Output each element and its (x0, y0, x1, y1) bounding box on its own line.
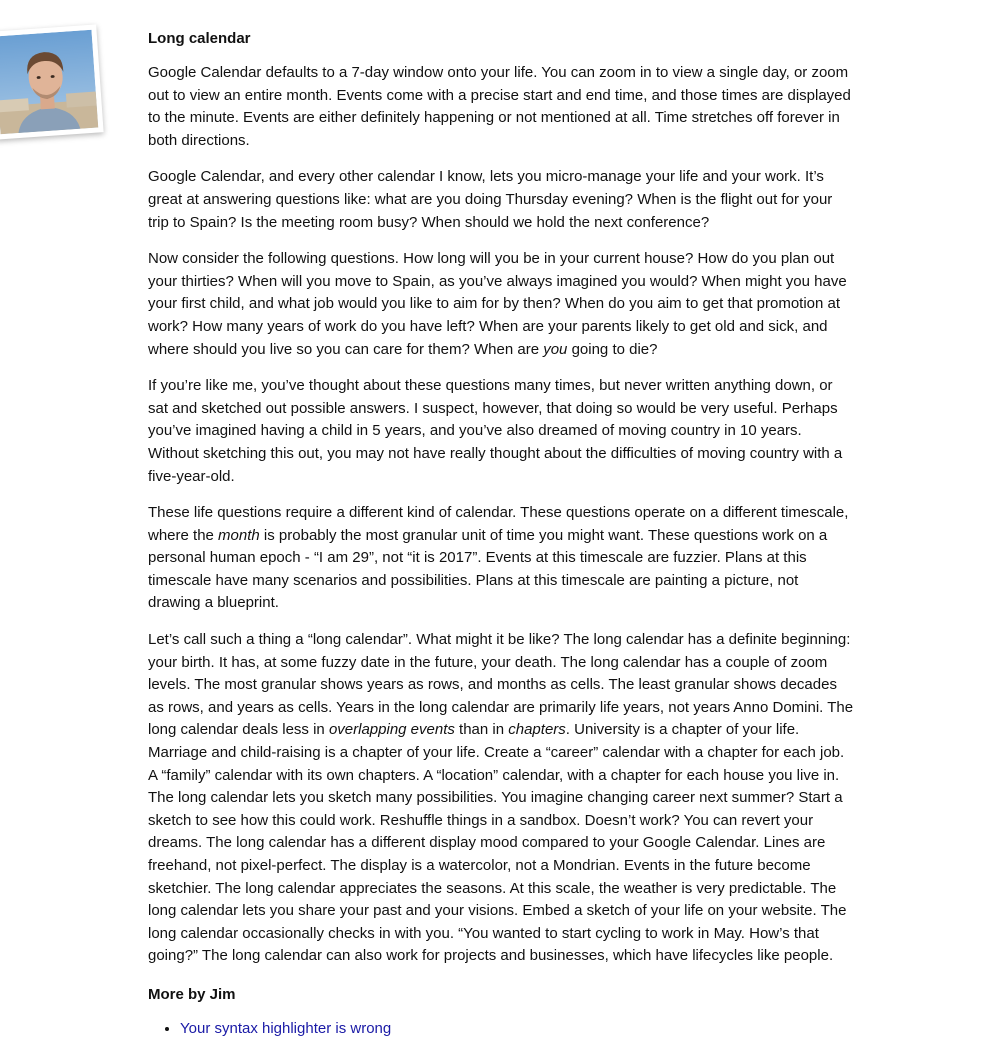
paragraph-6-text-b: than in (454, 721, 509, 739)
more-heading: More by Jim (148, 985, 236, 1003)
avatar-photo (0, 30, 98, 135)
paragraph-6-emphasis-1: overlapping events (328, 721, 455, 739)
article-title: Long calendar (148, 30, 251, 47)
paragraph-2: Google Calendar, and every other calendar I know, lets you micro-manage your life and your work. It’s great at answering questions like: what are you doing Thursday evening? When is the flight out for your trip to Spain? Is the meeting room busy? When should we hold the next conference? (148, 168, 833, 231)
paragraph-3-text-b: going to die? (567, 340, 658, 358)
paragraph-1: Google Calendar defaults to a 7-day window onto your life. You can zoom in to view a single day, or zoom out to view an entire month. Events come with a precise start and end time, and those times are displayed to the minute. Events are either definitely happening or not mentioned at all. Time stretches off forever in both directions. (148, 64, 851, 149)
paragraph-3-text-a: Now consider the following questions. How long will you be in your current house? How do you plan out your thirties? When will you move to Spain, as you’ve always imagined you would? When might you have your first child, and what job would you like to aim for by then? When do you aim to get that promotion at work? How many years of work do you have left? When are your parents likely to get old and sick, and where should you live so you can care for them? When are (148, 250, 847, 358)
more-link-1[interactable]: Your syntax highlighter is wrong (180, 1019, 392, 1037)
author-avatar (0, 24, 104, 139)
more-links-list (148, 1018, 854, 1041)
paragraph-5-emphasis: month (218, 526, 260, 544)
paragraph-6-emphasis-2: chapters (508, 721, 566, 739)
list-item (180, 1018, 854, 1041)
paragraph-6-text-a: Let’s call such a thing a “long calendar”. What might it be like? The long calendar has a definite beginning: your birth. It has, at some fuzzy date in the future, your death. The long calendar has a couple of zoom levels. The most granular shows years as rows, and months as cells. The least granular shows decades as rows, and years as cells. Years in the long calendar are primarily life years, not years Anno Domini. The long calendar deals less in (148, 631, 854, 739)
article (148, 28, 854, 1047)
paragraph-3-emphasis: you (543, 340, 568, 358)
paragraph-3 (148, 248, 854, 361)
paragraph-4: If you’re like me, you’ve thought about these questions many times, but never written anything down, or sat and sketched out possible answers. I suspect, however, that doing so would be very useful. Perhaps you’ve imagined having a child in 5 years, and you’ve also dreamed of moving country in 10 years. Without sketching this out, you may not have really thought about the difficulties of moving country with a five-year-old. (148, 377, 843, 485)
paragraph-5 (148, 502, 854, 615)
paragraph-5-text-a: These life questions require a different kind of calendar. These questions operate on a different timescale, where the (148, 504, 849, 544)
paragraph-5-text-b: is probably the most granular unit of time you might want. These questions work on a personal human epoch - “I am 29”, not “it is 2017”. Events at this timescale are fuzzier. Plans at this timescale have many scenarios and possibilities. Plans at this timescale are painting a picture, not drawing a blueprint. (148, 526, 828, 612)
paragraph-6 (148, 629, 854, 968)
paragraph-6-text-c: . University is a chapter of your life. Marriage and child-raising is a chapter of your life. Create a “career” calendar with a chapter for each job. A “family” calendar with its own chapters. A “location” calendar, with a chapter for each house you live in. The long calendar lets you sketch many possibilities. You imagine changing career next summer? Start a sketch to see how this could work. Reshuffle things in a sandbox. Doesn’t work? You can revert your dreams. The long calendar has a different display mood compared to your Google Calendar. Lines are freehand, not pixel-perfect. The display is a watercolor, not a Mondrian. Events in the future become sketchier. The long calendar appreciates the seasons. At this scale, the weather is very predictable. The long calendar lets you share your past and your visions. Embed a sketch of your life on your website. The long calendar occasionally checks in with you. “You wanted to start cycling to work in May. How’s that going?” The long calendar can also work for projects and businesses, which have lifecycles like people. (148, 721, 847, 965)
